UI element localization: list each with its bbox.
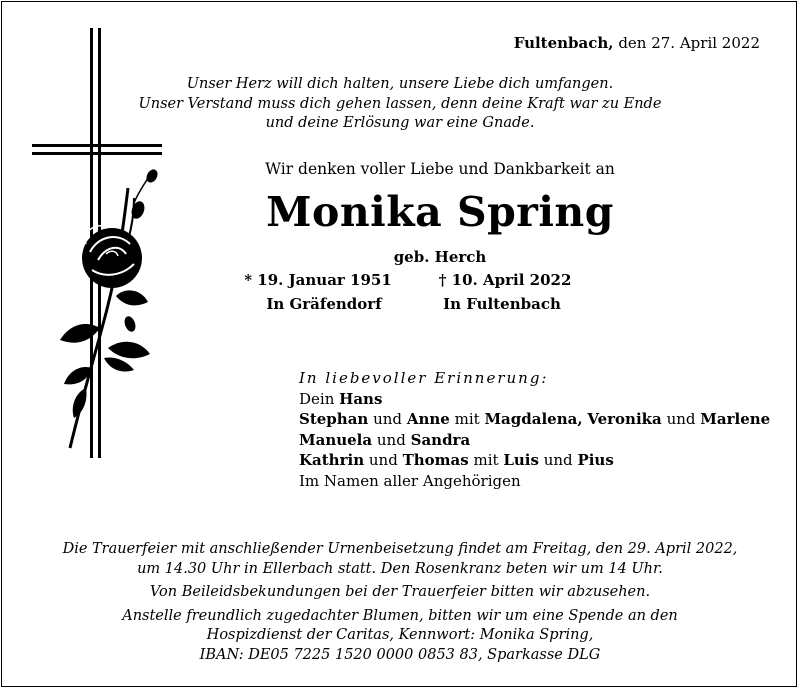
birth-place: In Gräfendorf [266, 295, 382, 313]
deceased-name: Monika Spring [266, 188, 614, 236]
mourners-closing: Im Namen aller Angehörigen [299, 471, 521, 490]
mourner-line: Manuela und Sandra [299, 430, 471, 449]
quote-line: Unser Verstand muss dich gehen lassen, denn deine Kraft war zu Ende [138, 95, 662, 112]
place-date [514, 34, 760, 52]
poem-quote [100, 75, 700, 134]
date: den 27. April 2022 [618, 34, 760, 52]
mourner-line: Stephan und Anne mit Magdalena, Veronika und Marlene [299, 410, 771, 428]
place: Fultenbach, [513, 34, 614, 52]
quote-line: und deine Erlösung war eine Gnade. [265, 115, 535, 131]
funeral-notice [30, 540, 770, 669]
mourners-list [299, 368, 770, 491]
death-date: † 10. April 2022 [438, 271, 572, 289]
quote-line: Unser Herz will dich halten, unsere Liebe dich umfangen. [186, 76, 614, 92]
condolence-note: Von Beileidsbekundungen bei der Trauerfeier bitten wir abzusehen. [149, 584, 651, 600]
birth-name: geb. Herch [393, 248, 487, 266]
mourners-heading: In liebevoller Erinnerung: [299, 369, 549, 387]
death-place: In Fultenbach [443, 295, 561, 313]
mourner-line: Kathrin und Thomas mit Luis und Pius [299, 451, 614, 469]
intro-text: Wir denken voller Liebe und Dankbarkeit an [265, 160, 615, 178]
funeral-info: Die Trauerfeier mit anschließender Urnenbeisetzung findet am Freitag, den 29. April 2022, um 14.30 Uhr in Ellerbach statt. Den Rosenkranz beten wir um 14 Uhr. [62, 541, 738, 577]
birth-date: * 19. Januar 1951 [244, 271, 392, 289]
donation-info: Anstelle freundlich zugedachter Blumen, bitten wir um eine Spende an den Hospizdienst der Caritas, Kennwort: Monika Spring, IBAN: DE05 7225 1520 0000 0853 83, Sparkasse DLG [122, 607, 678, 663]
mourner-line: Dein Hans [299, 389, 383, 408]
